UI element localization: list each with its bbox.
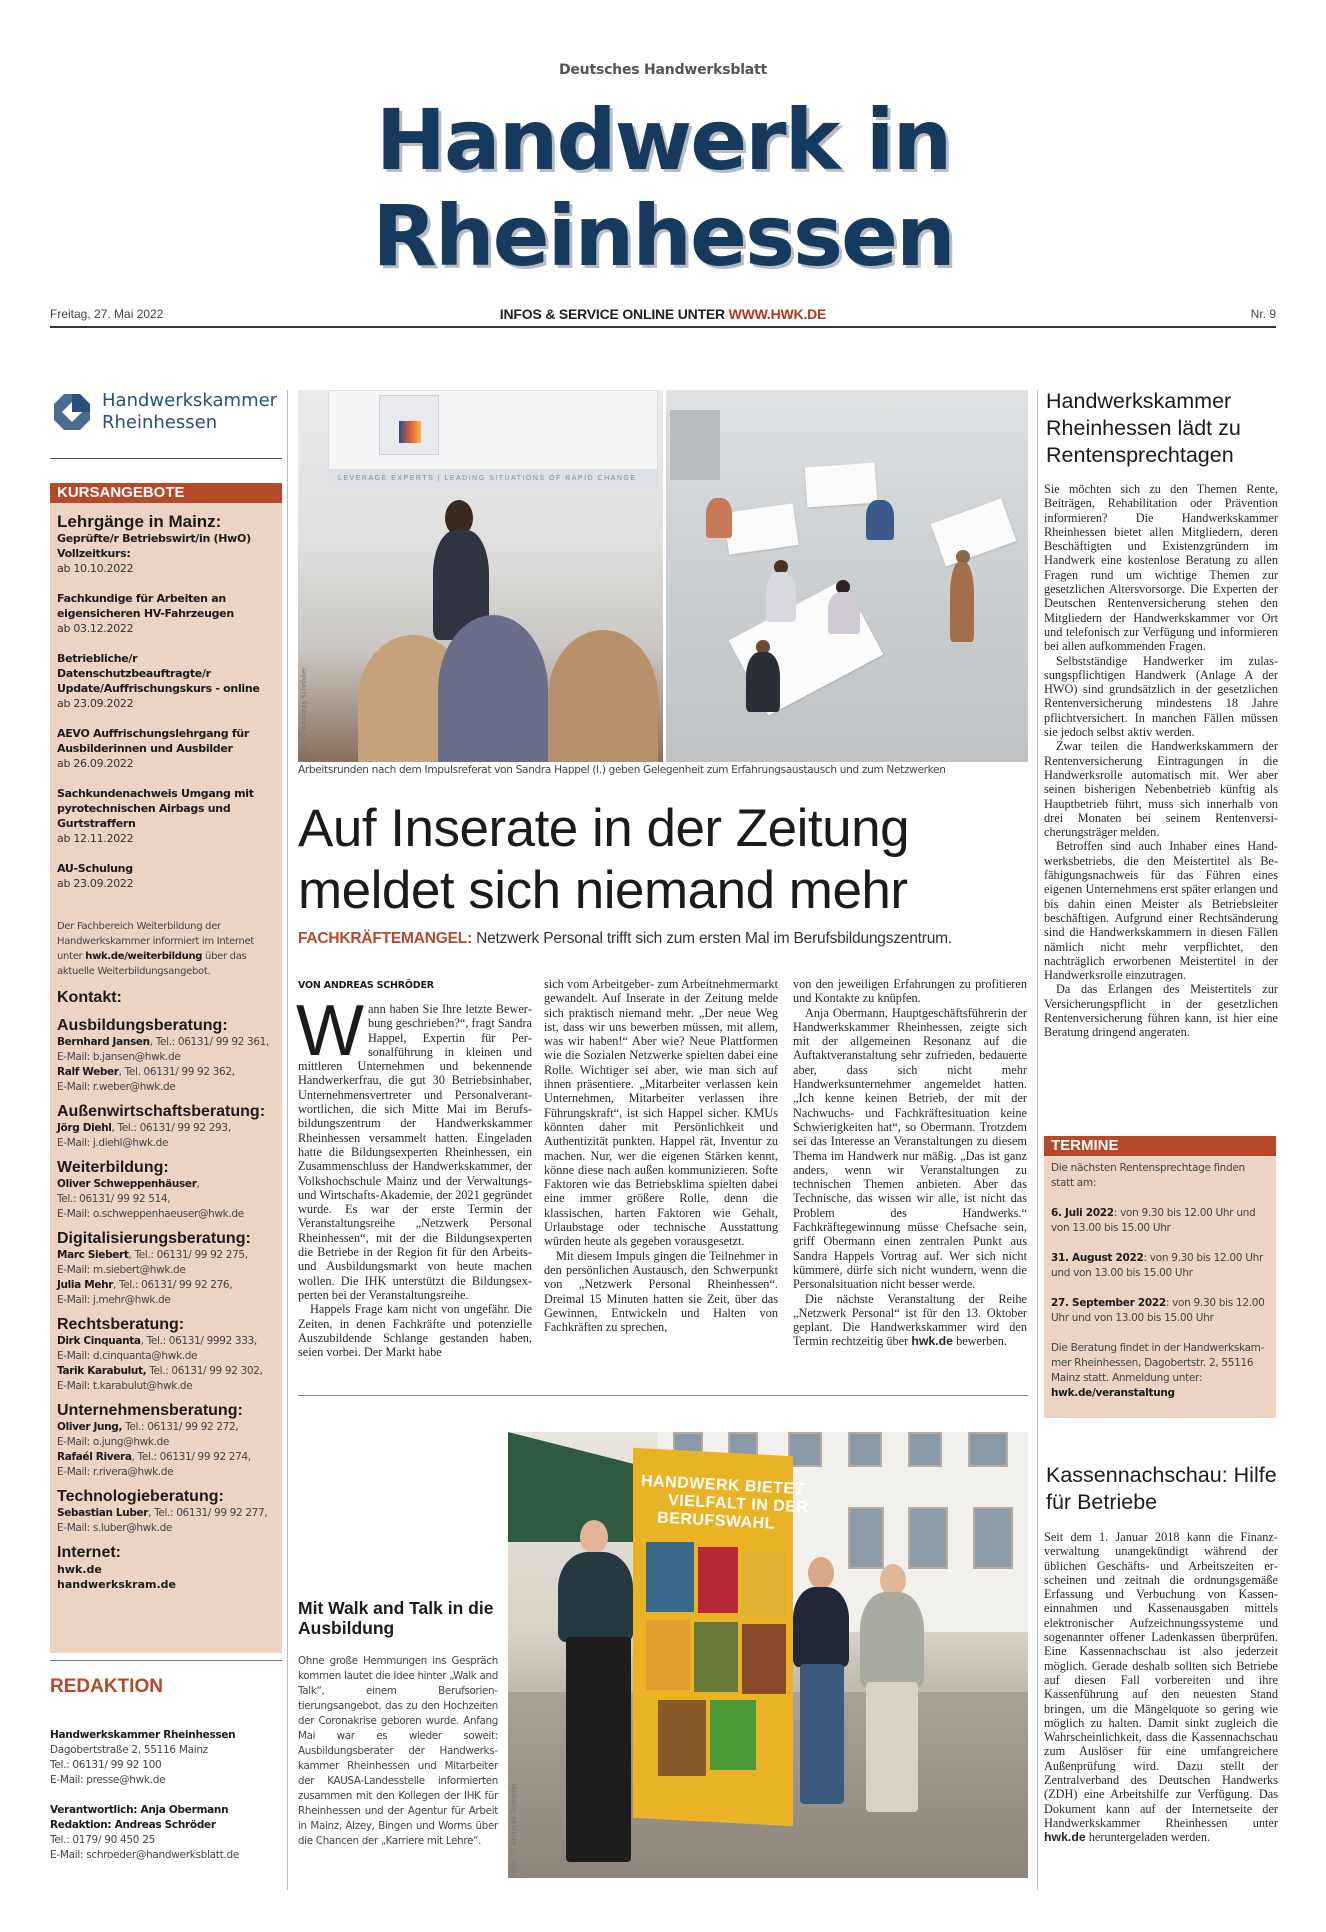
publication-kicker: Deutsches Handwerksblatt: [558, 62, 768, 78]
course-item: Fachkundige für Arbeiten an eigensicheren HV-Fahrzeugen ab 03.12.2022: [57, 592, 234, 635]
article-column-1: Wann haben Sie Ihre letzte Bewerbung geschrieben?“, fragt Sandra Happel, Expertin für Personalführung in kleinen und mittleren Unternehmen und bekennende Handwerkerfrau, die gut 30 Betriebsinhaber, Unternehmensvertreter und Personalverantwortlichen, die sich Mitte Mai im Berufsbildungszentrum der Handwerkskammer Rheinhessen versammelt hatten. Eingeladen hatte die Bildungsexperten Rheinhessen, ein Zusammenschluss der Handwerkskammer, der Volkshochschule Mainz und der Verwaltungs- und Wirtschafts-Akademie, der 2021 gegründet wurde. Es war der erste Termin der Veranstaltungsreihe „Netzwerk Personal Rheinhessen“, mit der die Bildungsexperten die Betriebe in der Region fit für den Arbeits- und Ausbildungsmarkt von heute machen wollen. Die IHK unterstützt die Bildungsexperten bei der Veranstaltungsreihe. Happels Frage kam nicht von ungefähr. Die Zeiten, in denen Fachkräfte und potenzielle Auszubildende Schlange gestanden haben, seien vorbei. Der Markt habe: [296, 991, 532, 1360]
sidebar-divider: [50, 1660, 282, 1661]
column-separator: [1037, 390, 1038, 1890]
banner-text: HANDWERK BIETET VIELFALT IN DER BERUFSWAHL: [640, 1472, 809, 1533]
masthead-title-line2: Rheinhessen: [372, 187, 954, 285]
termine-header: TERMINE: [1044, 1136, 1276, 1156]
email-link[interactable]: E-Mail: m.siebert@hwk.de: [57, 1264, 186, 1276]
kontakt-title: Kontakt:: [57, 989, 122, 1006]
course-item: Betriebliche/r Datenschutzbeauftragte/r Update/Auffrischungskurs - online ab 23.09.2022: [57, 652, 260, 710]
contact-group-ausbildung: Ausbildungsberatung: Bernhard Jansen, Tel.: 06131/ 99 92 361, E-Mail: b.jansen@hwk.de Ralf Weber, Tel. 06131/ 99 92 362, E-Mail: r.weber@hwk.de: [57, 1017, 275, 1095]
rente-body: Sie möchten sich zu den Themen Rente, Beiträgen, Rehabilitation oder Prävention informieren? Die Handwerkskammer Rheinhessen bietet allen Mitgliedern, deren Beschäftigten und Existenzgründern im Handwerk eine kostenlose Beratung zu allen Fragen rund um wichtige Themen zur gesetzlichen Altersvorsorge. Die Experten der Deutschen Rentenversicherung stehen den Mitgliedern der Handwerkskammer vor Ort und telefonisch zur Verfügung und informieren bei allen aufkommenden Fragen. Selbstständige Handwerker im zulassungspflichtigen Handwerk (Anlage A der HWO) sind grundsätzlich in der gesetzlichen Rentenversicherung mindestens 18 Jahre pflichtversichert. In manchen Fällen müssen sie jedoch selbst aktiv werden. Zwar teilen die Handwerkskammern der Rentenversicherung Eintragungen in die Handwerksrolle automatisch mit. Wer aber seinen bisherigen Nebenbetrieb künftig als Hauptbetrieb führt, muss sich innerhalb von drei Monaten bei seinem Rentenversicherungsträger melden. Betroffen sind auch Inhaber eines Handwerksbetriebs, die den Meistertitel als Befähigungsnachweis für das Führen eines eigenen Unternehmens erst später erlangen und bis dahin einen Meister als Betriebsleiter beschäftigen. Aufgrund einer Rechtsänderung sind die Handwerkskammern in diesen Fällen nämlich nicht mehr verpflichtet, den nachträglich erworbenen Meistertitel in der Handwerksrolle einzutragen. Da das Erlangen des Meistertitels zur Versicherungspflicht in der gesetzlichen Rentenversicherung führen kann, ist hier eine Beratung dringend angeraten.: [1044, 482, 1278, 1040]
internet-link-handwerkskram[interactable]: handwerkskram.de: [57, 1578, 177, 1591]
internet-link-hwk[interactable]: hwk.de: [57, 1563, 102, 1576]
rente-headline: Handwerkskammer Rheinhessen lädt zu Rentensprechtagen: [1046, 389, 1241, 467]
photo-walk-talk: [508, 1432, 1028, 1878]
masthead-divider: [50, 326, 1276, 328]
kasse-headline: Kassennachschau: Hilfe für Betriebe: [1046, 1463, 1277, 1514]
course-item: Sachkundenachweis Umgang mit pyrotechnischen Airbags und Gurtstraffern ab 12.11.2022: [57, 787, 254, 845]
course-item: AEVO Auffrischungslehrgang für Ausbilderinnen und Ausbilder ab 26.09.2022: [57, 727, 249, 770]
article-byline: VON ANDREAS SCHRÖDER: [298, 980, 434, 991]
lehrgaenge-title: Lehrgänge in Mainz:: [57, 512, 222, 531]
veranstaltung-link[interactable]: hwk.de/veranstaltung: [1051, 1387, 1175, 1399]
article-column-3: von den jeweiligen Erfahrungen zu profitieren und Kontakte zu knüpfen. Anja Obermann, Hauptgeschäftsführerin der Handwerkskammer Rheinhessen, zeigte sich mit der allgemeinen Resonanz auf die Auftaktveranstaltung sehr zufrieden, bedauerte aber, dass sich nicht mehr Handwerksunternehmer angemeldet hatten. „Ich kenne keinen Betrieb, der mit der Nachwuchs- und Fachkräftesituation keine Schwierigkeiten hat“, so Obermann. Trotzdem sei das Interesse an Veranstaltungen zu diesem Thema im Handwerk nur mäßig. „Das ist ganz anders, wenn wir Veranstaltungen zu technischen Themen anbieten. Aber das Technische, das wissen wir alle, ist nicht das Problem des Handwerks.“ Fachkräftegewinnung müsse Chefsache sein, griff Obermann einen zentralen Punkt aus Sandra Happels Vortrag auf. Wer sich nicht kümmere, dürfe sich nicht wundern, wenn die Personalsituation nicht besser werde. Die nächste Veranstaltung der Reihe „Netzwerk Personal“ ist für den 13. Oktober geplant. Die Handwerkskammer wird den Termin rechtzeitig über hwk.de bewerben.: [793, 977, 1027, 1349]
redaktion-imprint: Handwerkskammer Rheinhessen Dagobertstraße 2, 55116 Mainz Tel.: 06131/ 99 92 100 E-Mail: presse@hwk.de Verantwortlich: Anja Obermann Redaktion: Andreas Schröder Tel.: 0179/ 90 450 25 E-Mail: schroeder@handwerksblatt.de: [50, 1728, 282, 1863]
email-link[interactable]: E-Mail: d.cinquanta@hwk.de: [57, 1350, 198, 1362]
redaktion-title: REDAKTION: [50, 1676, 163, 1697]
termin-item: 27. September 2022: von 9.30 bis 12.00 Uhr und von 13.00 bis 15.00 Uhr: [1051, 1297, 1265, 1324]
infos-prefix: INFOS & SERVICE ONLINE UNTER: [499, 306, 729, 322]
termin-item: 31. August 2022: von 9.30 bis 12.00 Uhr und von 13.00 bis 15.00 Uhr: [1051, 1252, 1263, 1279]
issue-date: Freitag, 27. Mai 2022: [50, 307, 164, 321]
person: [558, 1552, 633, 1642]
email-link[interactable]: E-Mail: r.weber@hwk.de: [57, 1081, 176, 1093]
weiterbildung-link[interactable]: hwk.de/weiterbildung: [85, 951, 203, 962]
photo-credit: Foto: © Andreas Schröder: [510, 1782, 518, 1874]
email-link[interactable]: E-Mail: j.diehl@hwk.de: [57, 1137, 169, 1149]
column-separator: [287, 390, 288, 1890]
email-link[interactable]: E-Mail: schroeder@handwerksblatt.de: [50, 1849, 239, 1861]
hwk-link[interactable]: hwk.de: [911, 1334, 953, 1349]
walk-talk-body: Ohne große Hemmungen ins Gespräch kommen lautet die Idee hinter „Walk and Talk“, einem Berufsorientierungsangebot, das zu den Hochzeiten der Coronakrise geboren wurde. Anfang Mai war es wieder soweit: Ausbildungsberater der Handwerkskammer Rheinhessen und Mitarbeiter der KAUSA-Landesstelle informierten zusammen mit den Kollegen der IHK für Rheinhessen und der Agentur für Arbeit in Mainz, Alzey, Bingen und Worms über die Chancen der „Karriere mit Lehre“.: [298, 1655, 498, 1847]
article-divider: [298, 1395, 1028, 1396]
article-subline: FACHKRÄFTEMANGEL: Netzwerk Personal trifft sich zum ersten Mal im Berufsbildungszentrum.: [298, 930, 952, 947]
dropcap: W: [296, 991, 364, 1071]
hwk-link[interactable]: hwk.de: [1044, 1830, 1086, 1845]
kursangebote-header: KURSANGEBOTE: [50, 483, 282, 503]
email-link[interactable]: E-Mail: presse@hwk.de: [50, 1774, 166, 1786]
email-link[interactable]: E-Mail: j.mehr@hwk.de: [57, 1294, 171, 1306]
weiterbildung-note: Der Fachbereich Weiterbildung der Handwerkskammer informiert im Internet unter hwk.de/weiterbildung über das aktuelle Weiterbildungsangebot.: [57, 921, 255, 977]
logo-text-line2: Rheinhessen: [102, 412, 218, 433]
hwk-logo-icon: [52, 392, 92, 432]
masthead-title-line1: Handwerk in: [375, 91, 951, 189]
hwk-logo: [50, 390, 280, 440]
market-tent: [508, 1432, 638, 1542]
issue-number: Nr. 9: [1250, 307, 1276, 321]
photo-caption: Arbeitsrunden nach dem Impulsreferat von Sandra Happel (l.) geben Gelegenheit zum Erfahrungsaustausch und zum Netzwerken: [298, 764, 946, 776]
contact-group-unternehmen: Unternehmensberatung: Oliver Jung, Tel.: 06131/ 99 92 272, E-Mail: o.jung@hwk.de Rafaél Rivera, Tel.: 06131/ 99 92 274, E-Mail: r.rivera@hwk.de: [57, 1402, 275, 1480]
contact-group-recht: Rechtsberatung: Dirk Cinquanta, Tel.: 06131/ 9992 333, E-Mail: d.cinquanta@hwk.de Tarik Karabulut, Tel.: 06131/ 99 92 302, E-Mail: t.karabulut@hwk.de: [57, 1316, 275, 1394]
photo-workshop: [666, 390, 1028, 762]
article-headline: Auf Inserate in der Zeitung meldet sich niemand mehr: [298, 799, 910, 920]
email-link[interactable]: E-Mail: r.rivera@hwk.de: [57, 1466, 174, 1478]
termin-item: 6. Juli 2022: von 9.30 bis 12.00 Uhr und von 13.00 bis 15.00 Uhr: [1051, 1207, 1256, 1234]
photo-speaker: [298, 390, 663, 762]
email-link[interactable]: E-Mail: s.luber@hwk.de: [57, 1522, 173, 1534]
kasse-body: Seit dem 1. Januar 2018 kann die Finanzverwaltung unangekündigt während der üblichen Geschäfts- und Arbeitszeiten erscheinen und zeitnah die ordnungsgemäße Erfassung und Verbuchung von Kasseneinnahmen und Kassenausgaben mittels elektronischer Aufzeichnungssysteme und sogenannter offener Ladenkassen überprüfen. Eine Kassennachschau ist also jederzeit möglich. Gerade deshalb sollten sich Betriebe auf diesen Fall vorbereiten und ihre Kassenführung auf den neuesten Stand bringen, um die Mängelquote so gering wie möglich zu halten. Damit sinkt zugleich die Wahrscheinlichkeit, dass die Kassennachschau zum Auslöser für eine umfangreichere Außenprüfung wird. Dazu stellt der Zentralverband des Deutschen Handwerks (ZDH) eine Arbeitshilfe zur Verfügung. Das Dokument kann auf der Internetseite der Handwerkskammer Rheinhessen unter hwk.de heruntergeladen werden.: [1044, 1530, 1278, 1845]
infos-url-link[interactable]: WWW.HWK.DE: [728, 306, 827, 322]
email-link[interactable]: E-Mail: b.jansen@hwk.de: [57, 1051, 181, 1063]
contact-group-digitalisierung: Digitalisierungsberatung: Marc Siebert, Tel.: 06131/ 99 92 275, E-Mail: m.siebert@hwk.de Julia Mehr, Tel.: 06131/ 99 92 276, E-Mail: j.mehr@hwk.de: [57, 1230, 275, 1308]
email-link[interactable]: E-Mail: t.karabulut@hwk.de: [57, 1380, 193, 1392]
article-column-2: sich vom Arbeitgeber- zum Arbeitnehmermarkt gewandelt. Auf Inserate in der Zeitung melde sich praktisch niemand mehr. „Der neue Weg ist, dass wir uns bewerben müssen, mit allem, was wir haben!“ Aber wie? Neue Plattformen wie die Sozialen Netzwerke spielten dabei eine Rolle. Wichtiger sei aber, wie man sich auf ihnen präsentiere. „Mitarbeiter verlassen kein Unternehmen, Mitarbeiter verlassen ihre Führungskraft“, ist sich Happel sicher. KMUs könnten daher mit Persönlichkeit und Authentizität punkten. Happel rät, Inventur zu machen. Nur, wer die eigenen Stärken kennt, könne diese nach außen kommunizieren. Softe Faktoren wie das Betriebsklima spielten dabei eine immer größere Rolle, denn die klassischen, harten Faktoren wie Gehalt, Urlaubstage oder technische Ausstattung würden heute als gegeben vorausgesetzt. Mit diesem Impuls gingen die Teilnehmer in den persönlichen Austausch, den Schwerpunkt von „Netzwerk Personal Rheinhessen“. Dreimal 15 Minuten hatten sie Zeit, über das Gewinnen, Entwickeln und Halten von Fachkräften zu sprechen,: [544, 977, 778, 1335]
termine-box: Die nächsten Rentensprechtage finden statt am: 6. Juli 2022: von 9.30 bis 12.00 Uhr und von 13.00 bis 15.00 Uhr 31. August 2022: von 9.30 bis 12.00 Uhr und von 13.00 bis 15.00 Uhr 27. September 2022: von 9.30 bis 12.00 Uhr und von 13.00 bis 15.00 Uhr Die Beratung findet in der Handwerkskammer Rheinhessen, Dagobertstr. 2, 55116 Mainz statt. Anmeldung unter: hwk.de/veranstaltung: [1044, 1156, 1276, 1418]
contact-group-weiterbildung: Weiterbildung: Oliver Schweppenhäuser, Tel.: 06131/ 99 92 514, E-Mail: o.schweppenhaeuser@hwk.de: [57, 1159, 275, 1222]
logo-text-line1: Handwerkskammer: [102, 390, 278, 411]
projection-screen: [328, 390, 658, 470]
contact-group-technologie: Technologieberatung: Sebastian Luber, Tel.: 06131/ 99 92 277, E-Mail: s.luber@hwk.de: [57, 1488, 275, 1536]
person: [860, 1592, 924, 1687]
email-link[interactable]: E-Mail: o.schweppenhaeuser@hwk.de: [57, 1208, 244, 1220]
logo-divider: [50, 458, 282, 459]
photo-credit: Fotos: © Andreas Schröder: [300, 667, 308, 762]
slide-footer-text: LEVERAGE EXPERTS | LEADING SITUATIONS OF RAPID CHANGE: [328, 470, 658, 488]
walk-talk-headline: Mit Walk and Talk in die Ausbildung: [298, 1598, 494, 1638]
internet-title: Internet:: [57, 1544, 121, 1561]
email-link[interactable]: E-Mail: o.jung@hwk.de: [57, 1436, 170, 1448]
course-item: AU-Schulung ab 23.09.2022: [57, 862, 134, 890]
kursangebote-box: [50, 503, 282, 1653]
infos-line: [0, 306, 1326, 322]
person: [793, 1587, 849, 1667]
course-item: Geprüfte/r Betriebswirt/in (HwO) Vollzeitkurs: ab 10.10.2022: [57, 532, 251, 575]
contact-group-aussenwirtschaft: Außenwirtschaftsberatung: Jörg Diehl, Tel.: 06131/ 99 92 293, E-Mail: j.diehl@hwk.de: [57, 1103, 275, 1151]
subline-keyword: FACHKRÄFTEMANGEL:: [298, 930, 472, 947]
